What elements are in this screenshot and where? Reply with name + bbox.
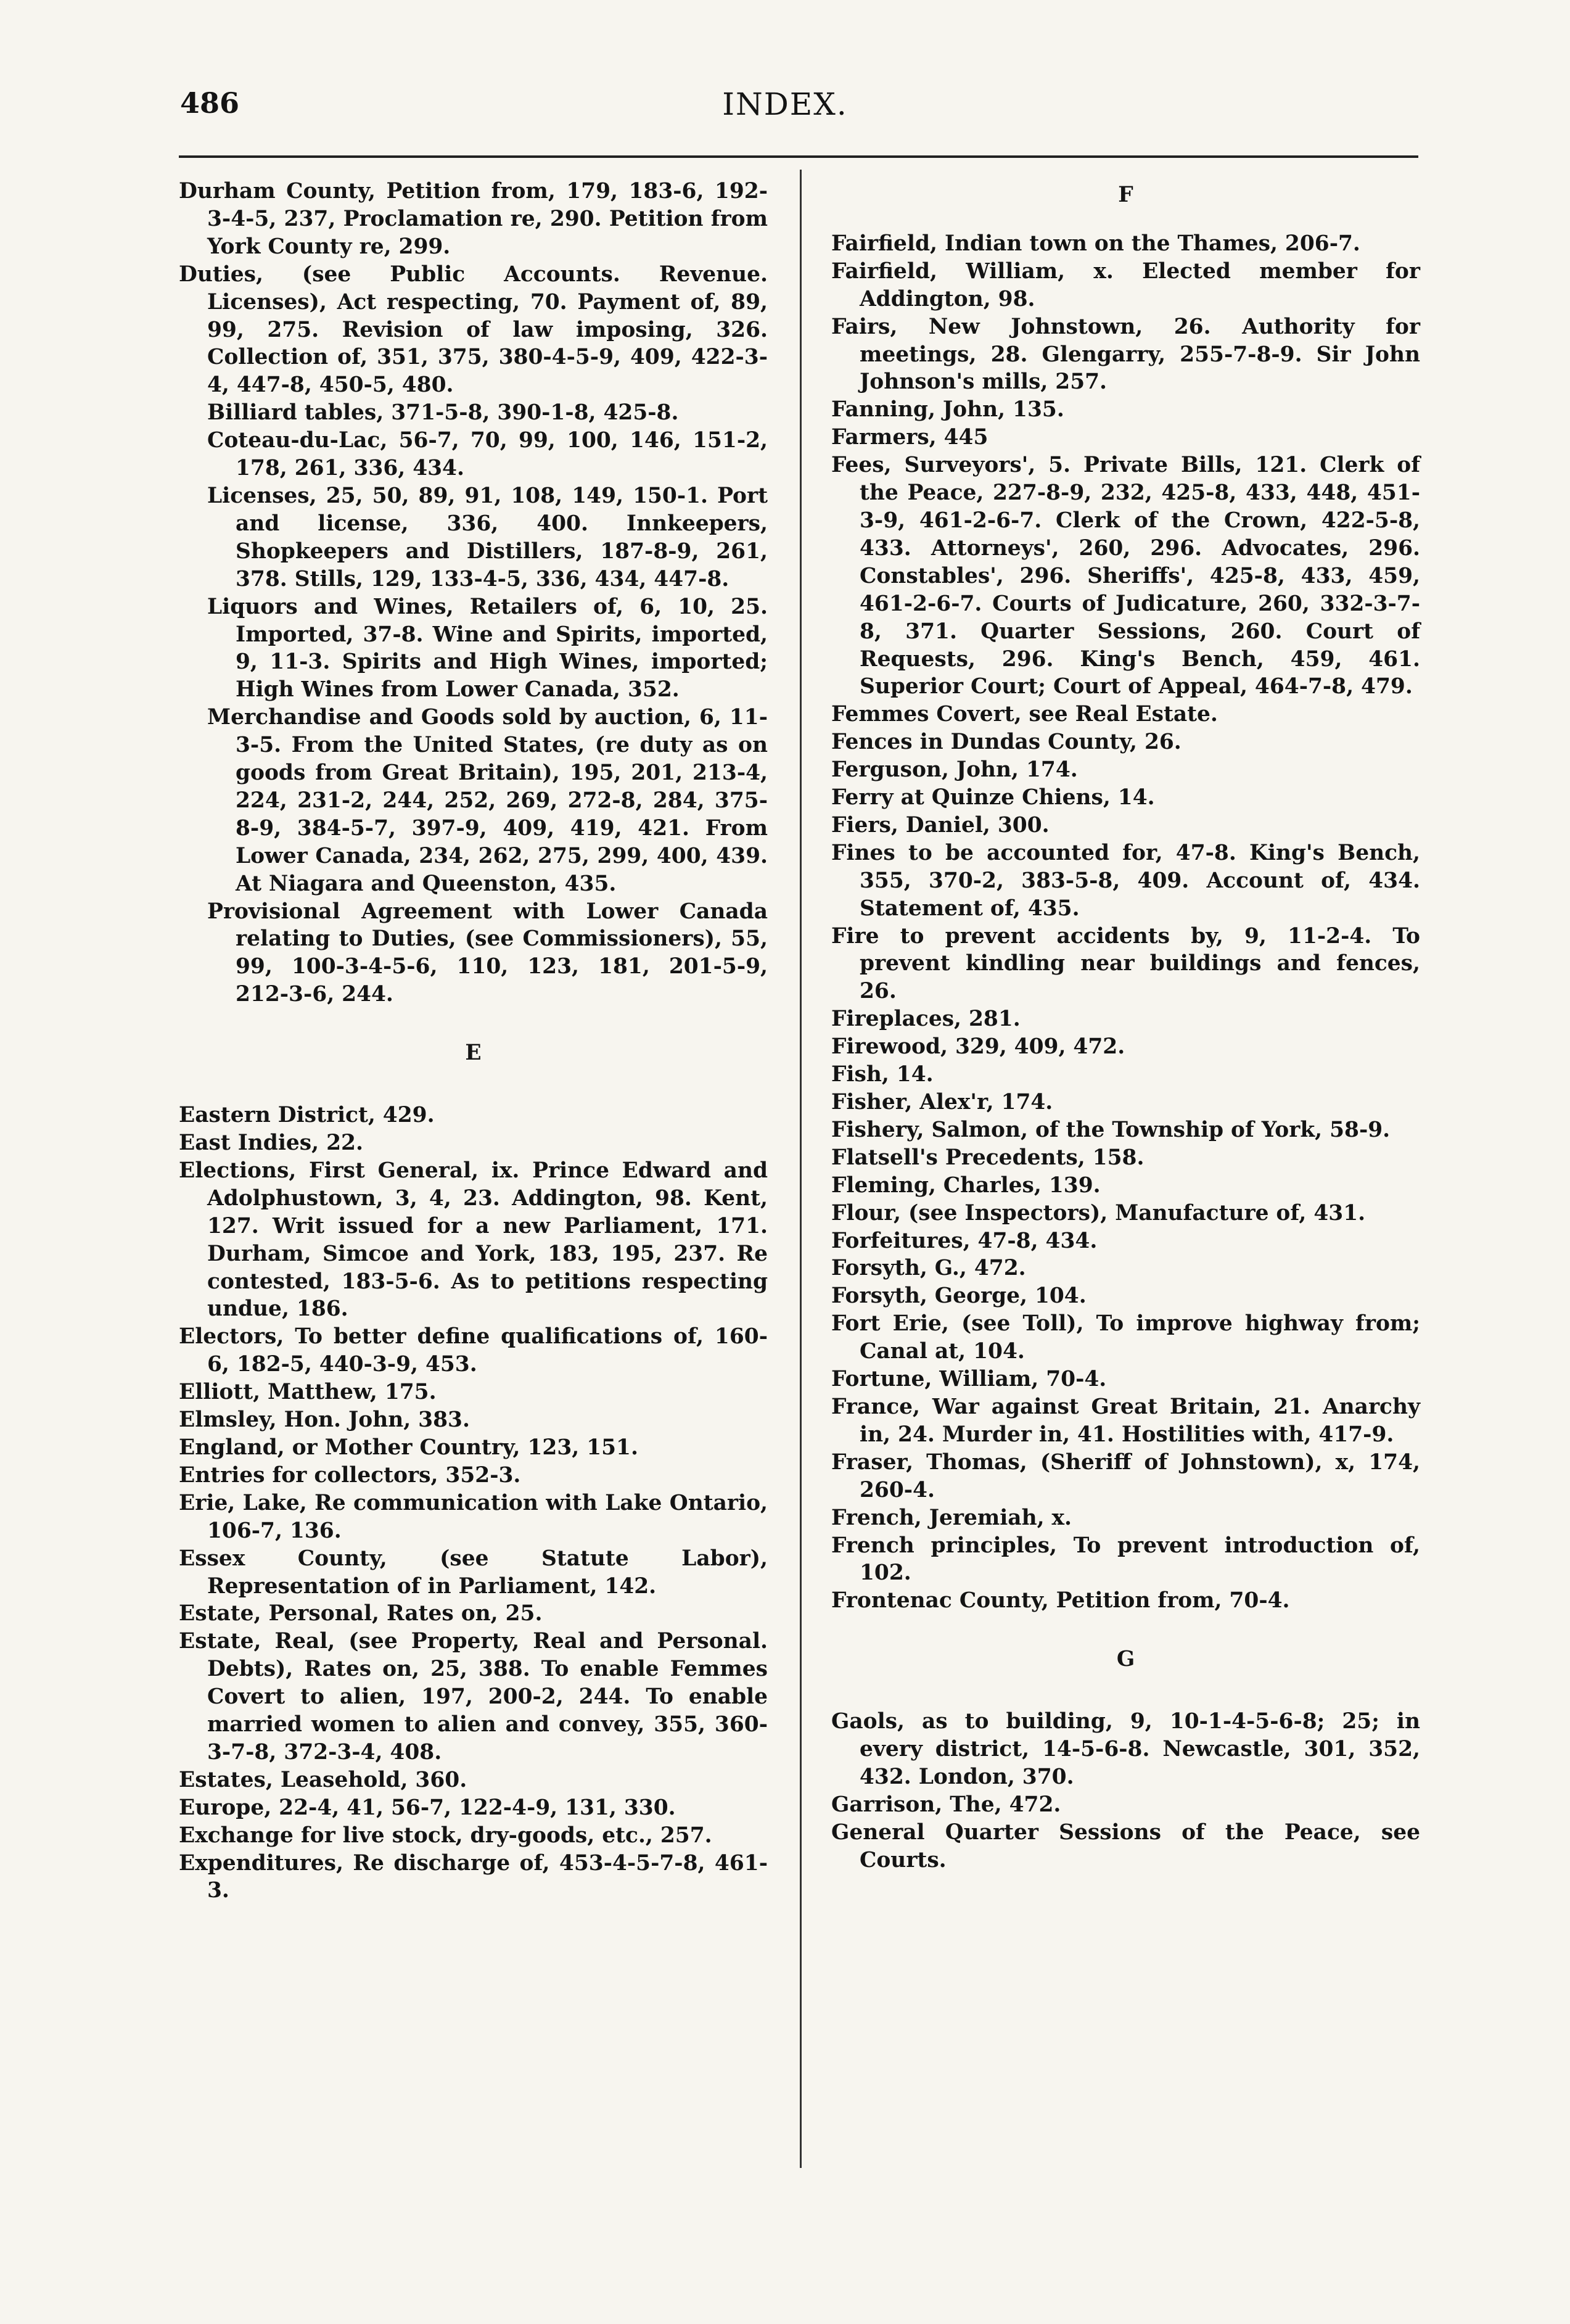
index-subentry: Merchandise and Goods sold by auction, 6, 11-3-5. From the United States, (re duty as on goods from Great Britain), 195, 201, 213-4, 224, 231-2, 244, 252, 269, 272-8, 284, 375-8-9, 384-5-7, 397-9, 409, 419, 421. From Lower Canada, 234, 262, 275, 299, 400, 439. At Niagara and Queenston, 435. [207, 705, 768, 896]
right-column [831, 178, 1420, 1874]
index-entry: Fanning, John, 135. [831, 397, 1064, 422]
index-entry: Duties, (see Public Accounts. Revenue. Licenses), Act respecting, 70. Payment of, 89, 99, 275. Revision of law imposing, 326. Collection of, 351, 375, 380-4-5-9, 409, 422-3-4, 447-8, 450-5, 480. [179, 262, 768, 398]
index-subentry: Liquors and Wines, Retailers of, 6, 10, 25. Imported, 37-8. Wine and Spirits, imported, 9, 11-3. Spirits and High Wines, imported; High Wines from Lower Canada, 352. [207, 594, 768, 703]
index-entry: Firewood, 329, 409, 472. [831, 1034, 1125, 1060]
index-entry: Farmers, 445 [831, 425, 988, 450]
index-entry: General Quarter Sessions of the Peace, see Courts. [831, 1819, 1420, 1873]
index-entry: Eastern District, 429. [179, 1103, 435, 1128]
section-letter-e: E [465, 1040, 482, 1066]
index-subentry: Coteau-du-Lac, 56-7, 70, 99, 100, 146, 151-2, 178, 261, 336, 434. [207, 428, 768, 481]
left-column [179, 178, 768, 1905]
index-entry: Fraser, Thomas, (Sheriff of Johnstown), x, 174, 260-4. [831, 1449, 1420, 1502]
index-entry: French principles, To prevent introduction of, 102. [831, 1533, 1420, 1586]
index-subentry: Licenses, 25, 50, 89, 91, 108, 149, 150-1. Port and license, 336, 400. Innkeepers, Shopkeepers and Distillers, 187-8-9, 261, 378. Stills, 129, 133-4-5, 336, 434, 447-8. [207, 483, 768, 591]
section-letter-g: G [1116, 1647, 1135, 1672]
index-entry: Expenditures, Re discharge of, 453-4-5-7-8, 461-3. [179, 1850, 768, 1903]
index-entry: Fortune, William, 70-4. [831, 1367, 1107, 1392]
index-entry: Essex County, (see Statute Labor), Representation of in Parliament, 142. [179, 1546, 768, 1599]
index-entry: Flatsell's Precedents, 158. [831, 1145, 1145, 1170]
index-entry: Ferry at Quinze Chiens, 14. [831, 785, 1155, 810]
index-entry: Fees, Surveyors', 5. Private Bills, 121. Clerk of the Peace, 227-8-9, 232, 425-8, 433, 448, 451-3-9, 461-2-6-7. Clerk of the Crown, 422-5-8, 433. Attorneys', 260, 296. Advocates, 296. Constables', 296. Sheriffs', 425-8, 433, 459, 461-2-6-7. Courts of Judicature, 260, 332-3-7-8, 371. Quarter Sessions, 260. Court of Requests, 296. King's Bench, 459, 461. Superior Court; Court of Appeal, 464-7-8, 479. [831, 453, 1420, 699]
index-entry: Fire to prevent accidents by, 9, 11-2-4. To prevent kindling near buildings and fences, 26. [831, 923, 1420, 1004]
index-entry: Fish, 14. [831, 1062, 934, 1087]
index-entry: France, War against Great Britain, 21. Anarchy in, 24. Murder in, 41. Hostilities with, 417-9. [831, 1394, 1420, 1447]
page-title: INDEX. [722, 86, 848, 122]
index-entry: Fishery, Salmon, of the Township of York, 58-9. [831, 1117, 1391, 1142]
index-entry: Femmes Covert, see Real Estate. [831, 702, 1218, 727]
index-entry: Exchange for live stock, dry-goods, etc., 257. [179, 1823, 712, 1848]
index-entry: French, Jeremiah, x. [831, 1505, 1072, 1530]
index-entry: Fairfield, Indian town on the Thames, 206-7. [831, 231, 1360, 256]
index-entry: Fort Erie, (see Toll), To improve highway from; Canal at, 104. [831, 1311, 1420, 1364]
index-entry: Frontenac County, Petition from, 70-4. [831, 1588, 1290, 1613]
index-entry: Flour, (see Inspectors), Manufacture of, 431. [831, 1200, 1366, 1226]
index-entry: East Indies, 22. [179, 1131, 363, 1155]
index-entry: England, or Mother Country, 123, 151. [179, 1435, 638, 1460]
index-entry: Elmsley, Hon. John, 383. [179, 1407, 470, 1433]
index-entry: Estates, Leasehold, 360. [179, 1767, 467, 1792]
duties-subentries [207, 399, 768, 1008]
index-entry: Europe, 22-4, 41, 56-7, 122-4-9, 131, 330. [179, 1795, 676, 1820]
index-subentry: Provisional Agreement with Lower Canada relating to Duties, (see Commissioners), 55, 99, 100-3-4-5-6, 110, 123, 181, 201-5-9, 212-3-6, 244. [207, 899, 768, 1007]
index-entry: Erie, Lake, Re communication with Lake Ontario, 106-7, 136. [179, 1490, 768, 1543]
header-rule [179, 155, 1418, 158]
column-divider [800, 170, 802, 2168]
index-entry: Elections, First General, ix. Prince Edward and Adolphustown, 3, 4, 23. Addington, 98. Kent, 127. Writ issued for a new Parliament, 171. Durham, Simcoe and York, 183, 195, 237. Re contested, 183-5-6. As to petitions respecting undue, 186. [179, 1158, 768, 1322]
index-entry: Entries for collectors, 352-3. [179, 1462, 521, 1488]
index-entry: Estate, Personal, Rates on, 25. [179, 1601, 543, 1626]
index-entry: Fairs, New Johnstown, 26. Authority for meetings, 28. Glengarry, 255-7-8-9. Sir John Johnson's mills, 257. [831, 314, 1420, 395]
index-entry: Electors, To better define qualifications of, 160-6, 182-5, 440-3-9, 453. [179, 1324, 768, 1377]
index-entry: Fines to be accounted for, 47-8. King's Bench, 355, 370-2, 383-5-8, 409. Account of, 434. Statement of, 435. [831, 840, 1420, 921]
index-entry: Gaols, as to building, 9, 10-1-4-5-6-8; 25; in every district, 14-5-6-8. Newcastle, 301, 352, 432. London, 370. [831, 1709, 1420, 1789]
index-entry: Elliott, Matthew, 175. [179, 1380, 437, 1405]
index-entry: Fairfield, William, x. Elected member for Addington, 98. [831, 258, 1420, 311]
index-entry: Forsyth, George, 104. [831, 1284, 1087, 1309]
index-entry: Fiers, Daniel, 300. [831, 812, 1050, 838]
index-entry: Fireplaces, 281. [831, 1007, 1021, 1032]
index-entry: Forfeitures, 47-8, 434. [831, 1228, 1098, 1253]
section-letter-f: F [1118, 183, 1133, 207]
index-entry: Estate, Real, (see Property, Real and Personal. Debts), Rates on, 25, 388. To enable Femmes Covert to alien, 197, 200-2, 244. To enable married women to alien and convey, 355, 360-3-7-8, 372-3-4, 408. [179, 1629, 768, 1765]
index-entry: Durham County, Petition from, 179, 183-6, 192-3-4-5, 237, Proclamation re, 290. Petition from York County re, 299. [179, 179, 768, 259]
index-entry: Fences in Dundas County, 26. [831, 730, 1182, 755]
index-entry: Forsyth, G., 472. [831, 1256, 1026, 1281]
page-number: 486 [180, 86, 240, 120]
index-entry: Fisher, Alex'r, 174. [831, 1090, 1053, 1115]
index-entry: Garrison, The, 472. [831, 1792, 1061, 1817]
index-entry: Ferguson, John, 174. [831, 757, 1078, 783]
index-subentry: Billiard tables, 371-5-8, 390-1-8, 425-8. [207, 400, 679, 426]
index-entry: Fleming, Charles, 139. [831, 1172, 1101, 1198]
